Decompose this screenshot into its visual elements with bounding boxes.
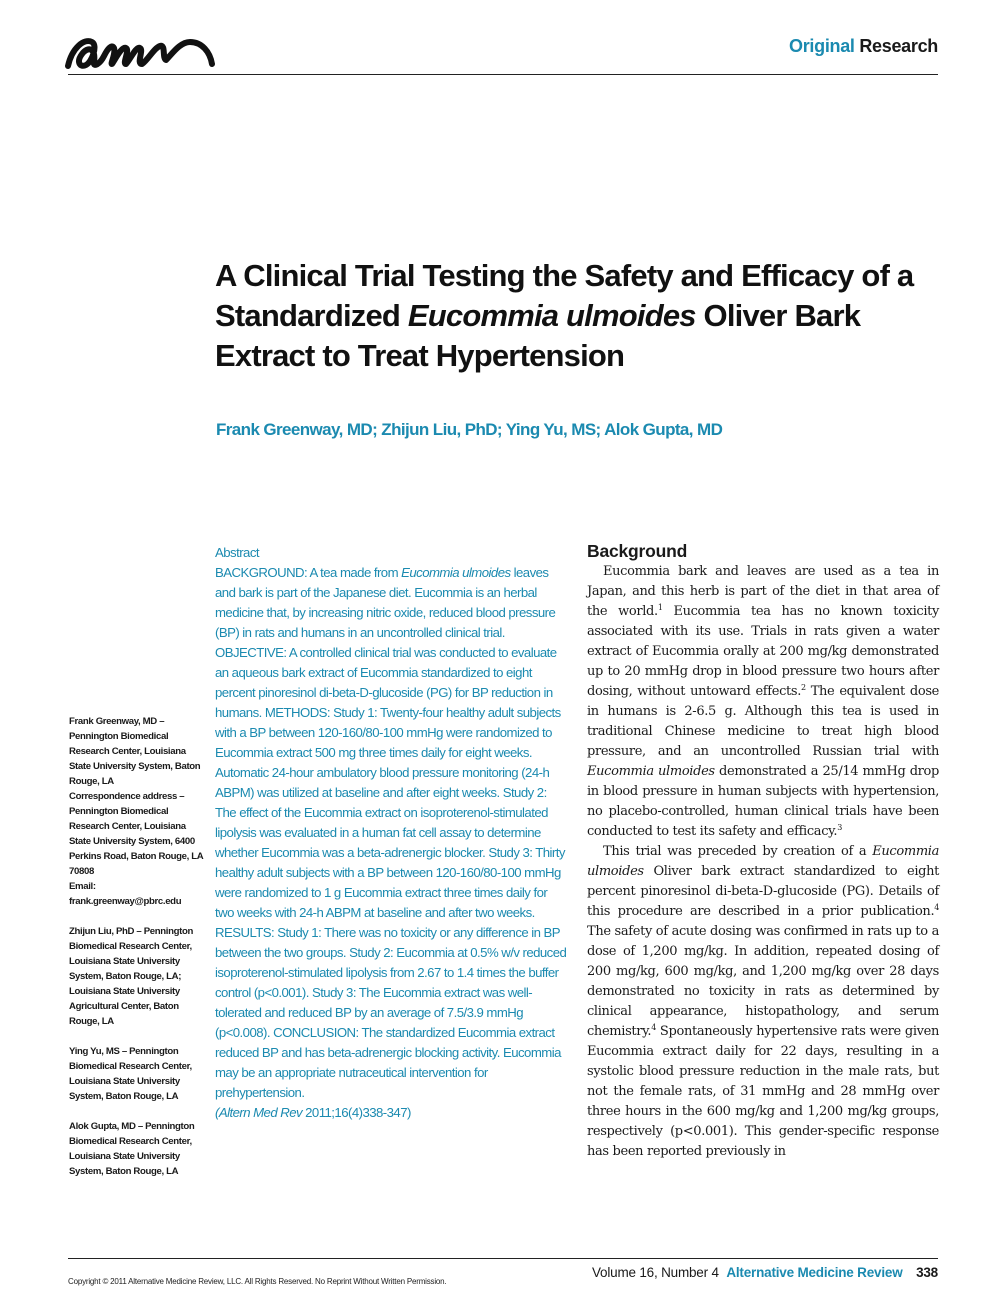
section-tag: [789, 36, 938, 57]
species-italic: Eucommia ulmoides: [587, 844, 939, 879]
volume-issue: Volume 16, Number 4: [591, 1265, 719, 1280]
header-divider: [68, 74, 938, 75]
background-paragraph-2: [587, 842, 939, 1162]
reference-4[interactable]: 4: [934, 903, 939, 912]
affiliation-gupta: Alok Gupta, MD – Pennington Biomedical Research Center, Louisiana State University System, Baton Rouge, LA: [69, 1121, 195, 1177]
footer-journal-info: [592, 1265, 938, 1280]
section-tag-accent: Original: [789, 36, 855, 56]
abstract-text-start: BACKGROUND: A tea made from: [215, 565, 402, 580]
background-heading: Background: [587, 541, 688, 561]
journal-logo: [62, 18, 232, 76]
reference-1[interactable]: 1: [657, 603, 663, 612]
section-tag-rest: Research: [859, 36, 938, 56]
title-text-end: Oliver Bark Extract to Treat Hypertension: [215, 298, 861, 373]
citation-details: 2011;16(4)338-347): [302, 1105, 411, 1120]
title-text: A Clinical Trial Testing the Safety and Efficacy of a Standardized: [215, 258, 914, 333]
reference-4[interactable]: 4: [651, 1023, 656, 1032]
p1-text: Eucommia bark and leaves are used as a tea in Japan, and this herb is part of the diet in that area of the world.: [587, 564, 939, 619]
email-label: Email:: [69, 881, 96, 892]
page-number: 338: [916, 1265, 938, 1280]
correspondence-address: Correspondence address – Pennington Biomedical Research Center, Louisiana State University System, 6400 Perkins Road, Baton Rouge, LA 70808: [69, 791, 203, 877]
article-title: [215, 256, 945, 376]
author-list: Frank Greenway, MD; Zhijun Liu, PhD; Ying Yu, MS; Alok Gupta, MD: [216, 420, 723, 439]
abstract-text-body: leaves and bark is part of the Japanese diet. Eucommia is an herbal medicine that, by increasing nitric oxide, reduced blood pressure (BP) in rats and humans in an uncontrolled clinical trial. OBJECTIVE: A controlled clinical trial was conducted to evaluate an aqueous bark extract of Eucommia standardized to eight percent pinoresinol di-beta-D-glucoside (PG) for BP reduction in humans. METHODS: Study 1: Twenty-four healthy adult subjects with a BP between 120-160/80-100 mmHg were randomized to Eucommia extract 500 mg three times daily for eight weeks. Automatic 24-hour ambulatory blood pressure monitoring (24-h ABPM) was utilized at baseline and after eight weeks. Study 2: The effect of the Eucommia extract on isoproterenol-stimulated lipolysis was evaluated in a human fat cell assay to determine whether Eucommia was a beta-adrenergic blocker. Study 3: Thirty healthy adult subjects with a BP between 120-160/80-100 mmHg were randomized to 1 g Eucommia extract three times daily for two weeks with 24-h ABPM at baseline and after two weeks. RESULTS: Study 1: There was no toxicity or any difference in BP between the two groups. Study 2: Eucommia at 0.5% w/v reduced isoproterenol-stimulated lipolysis from 2.67 to 1.4 times the buffer control (p<0.001). Study 3: The Eucommia extract was well-tolerated and reduced BP by an average of 7.5/3.9 mmHg (p<0.008). CONCLUSION: The standardized Eucommia extract reduced BP and has beta-adrenergic blocking activity. Eucommia may be an appropriate nutraceutical intervention for prehypertension.: [215, 565, 567, 1100]
footer-divider: [68, 1258, 938, 1259]
author-affiliations: [69, 714, 209, 1194]
background-section: [587, 540, 939, 1162]
affiliation-liu: Zhijun Liu, PhD – Pennington Biomedical Research Center, Louisiana State University System, Baton Rouge, LA; Louisiana State University Agricultural Center, Baton Rouge, LA: [69, 926, 193, 1027]
reference-3[interactable]: 3: [837, 823, 842, 832]
species-italic: Eucommia ulmoides: [587, 764, 715, 779]
affiliation-text: Frank Greenway, MD – Pennington Biomedical Research Center, Louisiana State University System, Baton Rouge, LA: [69, 716, 201, 787]
title-species-italic: Eucommia ulmoides: [407, 298, 696, 333]
citation-journal: (Altern Med Rev: [215, 1105, 303, 1120]
journal-name: Alternative Medicine Review: [726, 1265, 903, 1280]
p1-text: Eucommia tea has no known toxicity associated with its use. Trials in rats given a water extract of Eucommia orally at 200 mg/kg demonstrated up to 20 mmHg drop in blood pressure two hours after dosing, without untoward effects.: [587, 604, 940, 699]
p1-text: demonstrated a 25/14 mmHg drop in blood pressure in human subjects with hypertension, no placebo-controlled, human clinical trials have been conducted to test its safety and efficacy.: [587, 764, 939, 839]
abstract-heading: Abstract: [215, 545, 259, 560]
p1-text: The equivalent dose in humans is 2-6.5 g. Although this tea is used in traditional Chinese medicine to treat high blood pressure, and an uncontrolled Russian trial with: [587, 684, 939, 759]
reference-2[interactable]: 2: [801, 683, 806, 692]
affiliation-yu: Ying Yu, MS – Pennington Biomedical Research Center, Louisiana State University System, Baton Rouge, LA: [69, 1046, 192, 1102]
email-link[interactable]: frank.greenway@pbrc.edu: [69, 896, 182, 907]
abstract: [215, 543, 567, 1123]
p2-text: The safety of acute dosing was confirmed in rats up to a dose of 1,200 mg/kg. In addition, repeated dosing of 200 mg/kg, 600 mg/kg, and 1,200 mg/kg over 28 days demonstrated no toxicity in rats as determined by clinical appearance, histopathology, and serum chemistry.: [587, 924, 939, 1039]
p2-text: Spontaneously hypertensive rats were given Eucommia extract daily for 22 days, resulting in a systolic blood pressure reduction in the male rats, but not the female rats, of 31 mmHg and 28 mmHg over three hours in the 600 mg/kg and 1,200 mg/kg groups, respectively (p<0.001). This gender-specific response has been reported previously in: [587, 1024, 939, 1159]
p2-text: This trial was preceded by creation of a: [603, 844, 873, 859]
background-paragraph-1: [587, 562, 939, 842]
abstract-text: [215, 565, 566, 1100]
abstract-citation: [215, 1105, 411, 1120]
affiliation-greenway: [69, 714, 209, 909]
amr-logo-icon: [62, 18, 232, 76]
copyright-notice: Copyright © 2011 Alternative Medicine Review, LLC. All Rights Reserved. No Reprint Without Written Permission.: [68, 1277, 447, 1286]
abstract-species-italic: Eucommia ulmoides: [401, 565, 511, 580]
p2-text: Oliver bark extract standardized to eight percent pinoresinol di-beta-D-glucoside (PG). Details of this procedure are described in a prior publication.: [587, 864, 939, 919]
